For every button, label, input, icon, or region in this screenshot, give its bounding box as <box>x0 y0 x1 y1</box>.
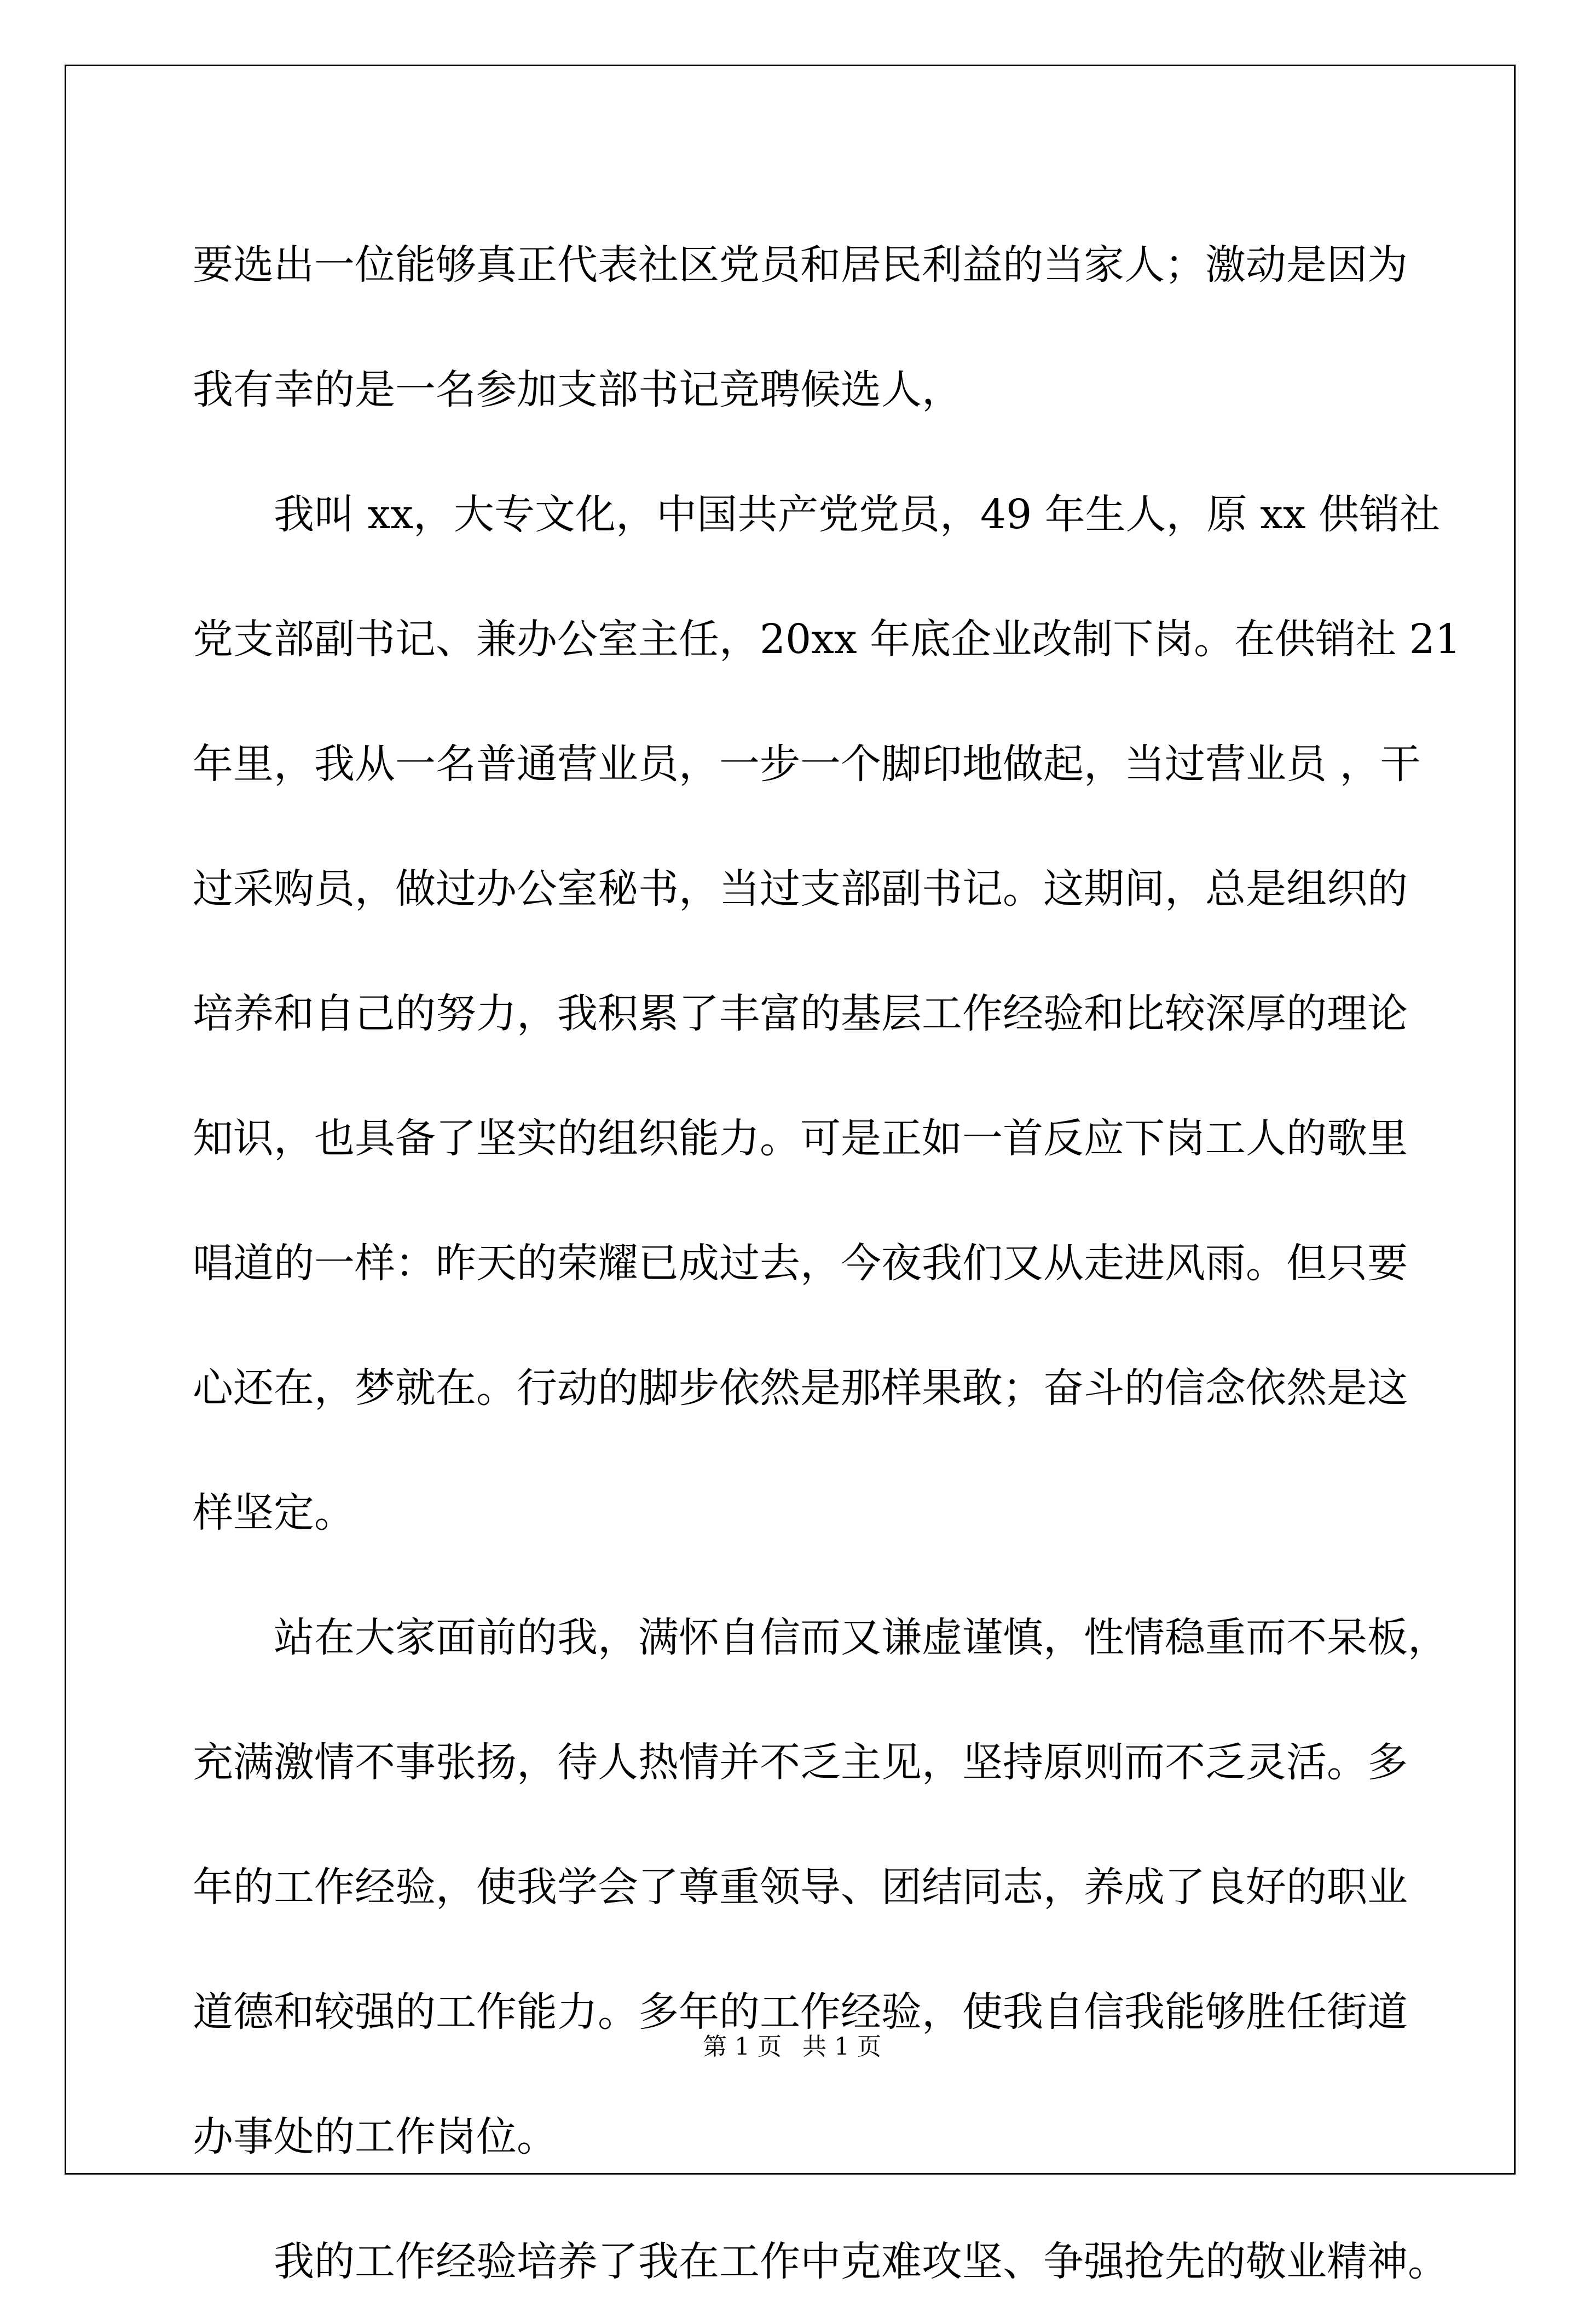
text-line: 我有幸的是一名参加支部书记竞聘候选人， <box>193 366 962 413</box>
text-line: 培养和自己的努力，我积累了丰富的基层工作经验和比较深厚的理论 <box>193 990 1408 1037</box>
page-footer <box>0 2031 1584 2063</box>
document-body <box>193 203 1461 2324</box>
text-line: 党支部副书记、兼办公室主任，20xx 年底企业改制下岗。在供销社 21 <box>193 616 1461 663</box>
text-line: 道德和较强的工作能力。多年的工作经验，使我自信我能够胜任街道 <box>193 1988 1408 2036</box>
text-line: 办事处的工作岗位。 <box>193 2113 557 2160</box>
text-line: 样坚定。 <box>193 1489 355 1536</box>
text-line: 我的工作经验培养了我在工作中克难攻坚、争强抢先的敬业精神。 <box>274 2238 1448 2285</box>
text-line: 唱道的一样：昨天的荣耀已成过去，今夜我们又从走进风雨。但只要 <box>193 1240 1408 1287</box>
text-line: 心还在，梦就在。行动的脚步依然是那样果敢；奋斗的信念依然是这 <box>193 1365 1408 1412</box>
text-line: 站在大家面前的我，满怀自信而又谦虚谨慎，性情稳重而不呆板， <box>274 1614 1448 1661</box>
text-line: 年里，我从一名普通营业员，一步一个脚印地做起，当过营业员 ，干 <box>193 741 1421 788</box>
text-line: 年的工作经验，使我学会了尊重领导、团结同志，养成了良好的职业 <box>193 1864 1408 1911</box>
text-line: 我叫 xx，大专文化，中国共产党党员，49 年生人，原 xx 供销社 <box>274 491 1441 538</box>
text-line: 知识，也具备了坚实的组织能力。可是正如一首反应下岗工人的歌里 <box>193 1115 1408 1162</box>
page-total: 共 1 页 <box>802 2033 881 2061</box>
text-line: 充满激情不事张扬，待人热情并不乏主见，坚持原则而不乏灵活。多 <box>193 1739 1408 1786</box>
page-number: 第 1 页 <box>703 2033 782 2061</box>
text-line: 要选出一位能够真正代表社区党员和居民利益的当家人；激动是因为 <box>193 241 1408 288</box>
text-line: 过采购员，做过办公室秘书，当过支部副书记。这期间，总是组织的 <box>193 865 1408 912</box>
